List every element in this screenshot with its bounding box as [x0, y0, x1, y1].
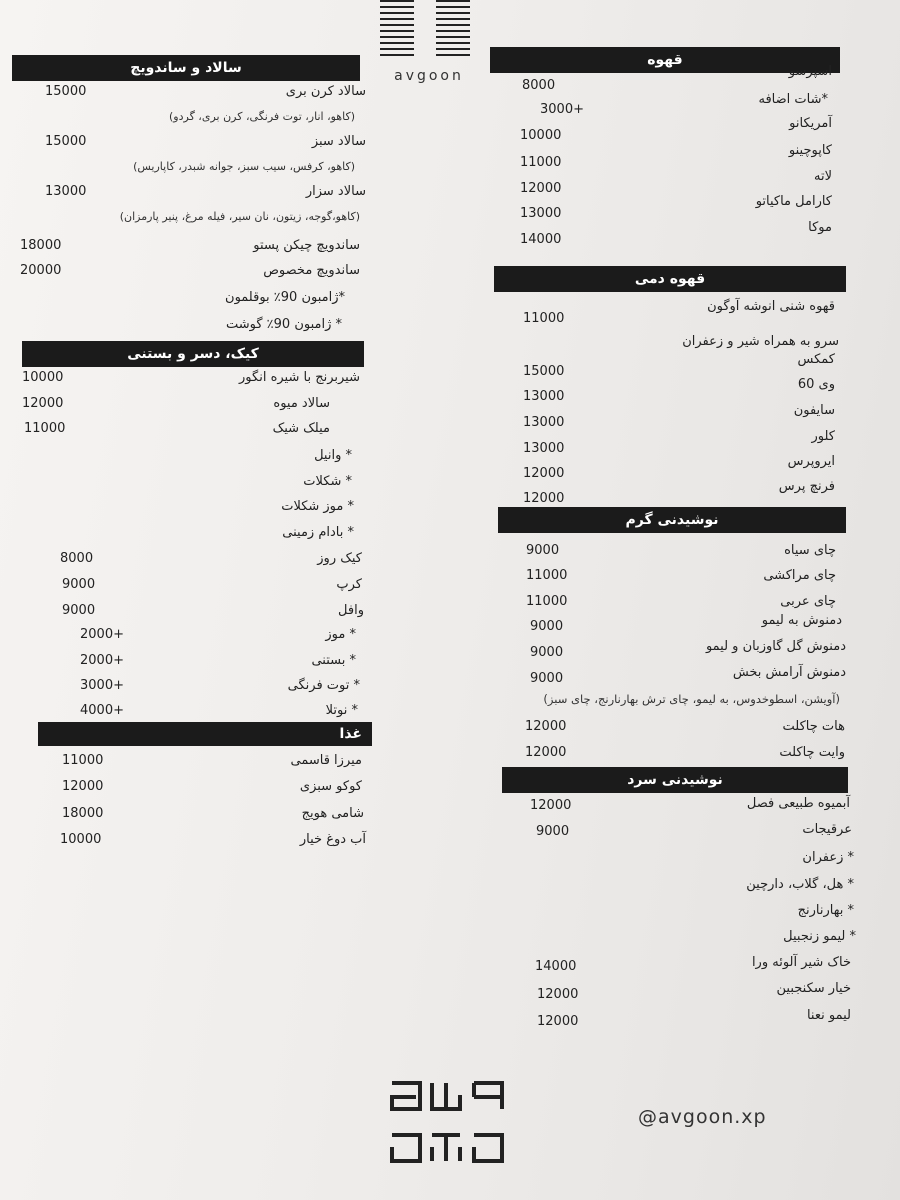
item-name: * ژامبون 90٪ گوشت — [225, 317, 342, 332]
item-name: آب دوغ خیار — [299, 832, 366, 847]
menu-item — [22, 525, 354, 549]
menu-item — [530, 798, 850, 822]
item-price: 9000 — [62, 603, 96, 618]
item-price: 12000 — [537, 987, 579, 1002]
section-header-cake: کیک، دسر و بستنی — [22, 341, 364, 367]
menu-item — [62, 779, 362, 803]
instagram-handle: @avgoon.xp — [638, 1106, 767, 1128]
item-name: * بهارنارنج — [797, 903, 854, 918]
item-name: لیمو نعنا — [806, 1008, 851, 1023]
section-header-cold-drinks: نوشیدنی سرد — [502, 767, 848, 793]
logo-wordmark: avgoon — [394, 68, 464, 84]
menu-item — [60, 551, 362, 575]
item-name: * بادام زمینی — [282, 525, 354, 540]
item-name: دمنوش آرامش بخش — [732, 665, 846, 680]
item-price: 9000 — [526, 543, 560, 558]
item-name: * موز شکلات — [281, 499, 354, 514]
item-name: عرقیجات — [802, 822, 852, 837]
menu-item — [536, 877, 854, 901]
menu-item — [536, 929, 856, 953]
item-name: سالاد کرن بری — [285, 84, 366, 99]
item-price: 12000 — [537, 1014, 579, 1029]
item-price: 2000+ — [80, 653, 124, 668]
item-price: 13000 — [45, 184, 87, 199]
item-note: (کاهو،گوجه، زیتون، نان سیر، فیله مرغ، پنیر پارمزان) — [119, 210, 360, 223]
item-name: سالاد میوه — [273, 396, 330, 411]
item-price: 15000 — [45, 134, 87, 149]
menu-item — [22, 396, 360, 420]
item-name: میلک شیک — [272, 421, 330, 436]
item-price: 18000 — [62, 806, 104, 821]
menu-item — [523, 377, 835, 413]
menu-item — [536, 824, 852, 848]
menu-item — [30, 134, 366, 158]
item-price: 12000 — [520, 181, 562, 196]
menu-item — [62, 577, 362, 601]
item-name: *ژامبون 90٪ بوقلمون — [225, 290, 345, 305]
menu-item — [20, 263, 360, 287]
item-name: ایروپرس — [787, 454, 835, 469]
menu-item — [80, 678, 360, 702]
item-price: 11000 — [526, 568, 568, 583]
item-price: 15000 — [45, 84, 87, 99]
menu-item — [526, 543, 836, 567]
item-name: کلور — [811, 429, 835, 444]
item-price: 11000 — [24, 421, 66, 436]
item-price: 10000 — [60, 832, 102, 847]
item-price: 9000 — [530, 671, 564, 686]
item-price: 13000 — [520, 206, 562, 221]
item-price: 12000 — [523, 491, 565, 506]
avgoon-logo-top — [376, 0, 476, 95]
section-header-salad: سالاد و ساندویچ — [12, 55, 360, 81]
item-name: سالاد سبز — [311, 134, 366, 149]
item-price: 11000 — [62, 753, 104, 768]
section-header-coffee: قهوه — [490, 47, 840, 73]
item-name: * نوتلا — [325, 703, 358, 718]
item-price: 12000 — [62, 779, 104, 794]
item-price: 13000 — [523, 415, 565, 430]
item-price: 11000 — [526, 594, 568, 609]
item-name: آمریکانو — [789, 116, 832, 131]
item-name: فرنچ پرس — [778, 479, 835, 494]
menu-item — [80, 653, 356, 677]
item-name: ساندویچ مخصوص — [263, 263, 360, 278]
item-note: (کاهو، کرفس، سیب سبز، جوانه شبدر، کاپاریس) — [133, 160, 355, 173]
item-name: سرو به همراه شیر و زعفران — [682, 334, 839, 349]
item-name: کمکس — [797, 352, 835, 367]
menu-item — [537, 981, 851, 1011]
item-price: 9000 — [536, 824, 570, 839]
menu-item — [20, 317, 342, 341]
menu-item — [62, 603, 364, 627]
item-name: * شکلات — [303, 474, 352, 489]
item-name: لاته — [813, 169, 832, 184]
menu-item — [525, 745, 845, 769]
menu-item — [537, 1008, 851, 1038]
menu-item — [520, 220, 832, 256]
menu-item — [523, 403, 835, 439]
item-price: 8000 — [522, 78, 556, 93]
item-price: 14000 — [535, 959, 577, 974]
item-price: 8000 — [60, 551, 94, 566]
item-name: دمنوش به لیمو — [761, 613, 842, 628]
item-name: * زعفران — [802, 850, 854, 865]
logo-pattern-icon — [436, 0, 470, 60]
menu-item — [520, 194, 832, 230]
item-name: * وانیل — [314, 448, 352, 463]
item-price: 11000 — [523, 311, 565, 326]
item-name: وی 60 — [797, 377, 835, 392]
item-name: چای سیاه — [784, 543, 836, 558]
menu-item — [22, 421, 360, 445]
item-name: اسپرسو — [788, 64, 832, 79]
menu-item — [22, 499, 354, 523]
item-name: کارامل ماکیاتو — [755, 194, 832, 209]
logo-pattern-icon — [380, 0, 414, 60]
item-price: 14000 — [520, 232, 562, 247]
menu-item — [535, 955, 851, 983]
item-name: کاپوچینو — [788, 143, 832, 158]
item-name: قهوه شنی انوشه آوگون — [707, 299, 835, 314]
item-name: * بستنی — [311, 653, 356, 668]
item-name: * توت فرنگی — [287, 678, 360, 693]
avgoon-logo-bottom — [390, 1075, 510, 1175]
item-name: شامی هویج — [301, 806, 364, 821]
item-note: (آویشن، اسطوخدوس، به لیمو، چای ترش بهارنارنج، چای سبز) — [543, 692, 840, 706]
menu-item — [520, 116, 832, 152]
item-price: 15000 — [523, 364, 565, 379]
menu-item — [523, 299, 835, 335]
section-header-hot-drinks: نوشیدنی گرم — [498, 507, 846, 533]
menu-item — [22, 448, 352, 472]
item-name: وافل — [338, 603, 364, 618]
menu-item — [523, 334, 839, 358]
item-price: 12000 — [22, 396, 64, 411]
item-name: * موز — [325, 627, 356, 642]
menu-item — [526, 568, 836, 592]
item-name: کوکو سبزی — [299, 779, 362, 794]
item-name: هات چاکلت — [782, 719, 845, 734]
item-name: سالاد سزار — [305, 184, 366, 199]
section-header-food — [38, 722, 372, 746]
item-name: کیک روز — [317, 551, 362, 566]
menu-item — [525, 719, 845, 743]
item-name: سایفون — [793, 403, 835, 418]
item-name: خاک شیر آلوئه ورا — [751, 955, 851, 970]
menu-item — [540, 92, 828, 126]
item-price: 10000 — [22, 370, 64, 385]
item-name: دمنوش گل گاوزبان و لیمو — [705, 639, 846, 654]
menu-item — [20, 238, 360, 262]
item-price: 2000+ — [80, 627, 124, 642]
item-name: میرزا قاسمی — [290, 753, 362, 768]
section-header-label: غذا — [339, 726, 362, 742]
item-price: 12000 — [525, 745, 567, 760]
item-price: 3000+ — [540, 102, 584, 117]
menu-item — [60, 832, 366, 856]
menu-item — [536, 850, 854, 874]
item-price: 13000 — [523, 389, 565, 404]
item-name: چای عربی — [780, 594, 836, 609]
menu-item — [523, 352, 835, 388]
item-name: وایت چاکلت — [779, 745, 845, 760]
menu-item — [22, 474, 352, 498]
item-name: آبمیوه طبیعی فصل — [746, 796, 850, 811]
menu-item — [62, 806, 364, 830]
menu-item — [62, 753, 362, 777]
item-name: خیار سکنجبین — [776, 981, 851, 996]
item-note: (کاهو، انار، توت فرنگی، کرن بری، گردو) — [169, 110, 355, 123]
item-price: 18000 — [20, 238, 62, 253]
item-price: 9000 — [530, 619, 564, 634]
item-name: ساندویچ چیکن پستو — [253, 238, 360, 253]
item-name: *شات اضافه — [758, 92, 828, 107]
item-price: 20000 — [20, 263, 62, 278]
item-price: 4000+ — [80, 703, 124, 718]
menu-item — [80, 627, 356, 651]
item-name: کرپ — [336, 577, 362, 592]
item-price: 3000+ — [80, 678, 124, 693]
menu-item — [30, 184, 366, 208]
menu-item — [20, 290, 345, 314]
item-price: 12000 — [525, 719, 567, 734]
item-name: موکا — [808, 220, 832, 235]
section-header-brewed: قهوه دمی — [494, 266, 846, 292]
avgoon-logo-icon — [390, 1075, 510, 1175]
item-price: 11000 — [520, 155, 562, 170]
item-price: 9000 — [530, 645, 564, 660]
item-name: چای مراکشی — [763, 568, 836, 583]
menu-item — [30, 84, 366, 108]
item-name: * هل، گلاب، دارچین — [746, 877, 854, 892]
item-price: 12000 — [530, 798, 572, 813]
item-price: 12000 — [523, 466, 565, 481]
menu-item — [22, 370, 360, 394]
item-price: 13000 — [523, 441, 565, 456]
item-price: 10000 — [520, 128, 562, 143]
menu-item — [536, 903, 854, 927]
menu-item — [520, 143, 832, 179]
item-name: * لیمو زنجبیل — [783, 929, 856, 944]
item-name: شیربرنج با شیره انگور — [239, 370, 360, 385]
item-price: 9000 — [62, 577, 96, 592]
